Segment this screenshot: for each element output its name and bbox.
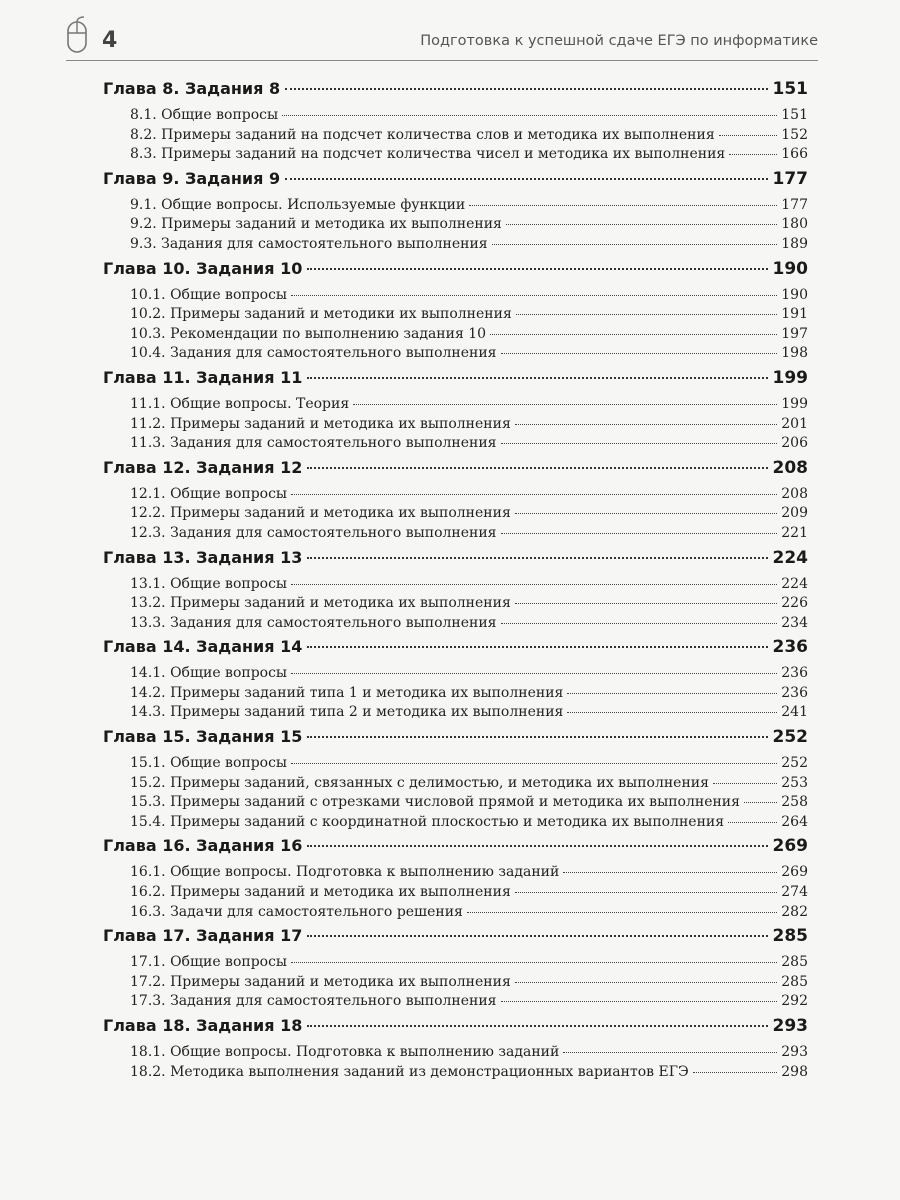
section-title: 13.1. Общие вопросы — [130, 575, 288, 592]
leader-dots — [469, 205, 777, 206]
chapter-title: Глава 14. Задания 14 — [103, 637, 303, 657]
section-page: 224 — [781, 575, 808, 592]
header-divider — [66, 60, 818, 61]
leader-dots — [501, 533, 778, 534]
section-page: 190 — [781, 286, 808, 303]
section-title: 8.3. Примеры заданий на подсчет количества чисел и методика их выполнения — [130, 146, 726, 163]
section-page: 209 — [781, 505, 808, 522]
chapter-title: Глава 16. Задания 16 — [103, 836, 303, 856]
leader-dots — [515, 424, 777, 425]
section-entry[interactable] — [103, 127, 808, 147]
chapter-heading[interactable] — [103, 79, 808, 103]
leader-dots — [282, 115, 777, 116]
chapter-heading[interactable] — [103, 548, 808, 572]
leader-dots — [501, 1001, 778, 1002]
section-entry[interactable] — [103, 993, 808, 1013]
section-title: 15.1. Общие вопросы — [130, 755, 288, 772]
section-page: 198 — [781, 345, 808, 362]
section-page: 180 — [781, 216, 808, 233]
chapter-title: Глава 10. Задания 10 — [103, 258, 303, 278]
toc-chapter — [103, 458, 808, 545]
section-entry[interactable] — [103, 525, 808, 545]
section-page: 298 — [781, 1063, 808, 1080]
toc-chapter — [103, 637, 808, 724]
chapter-heading[interactable] — [103, 169, 808, 193]
toc-chapter — [103, 368, 808, 455]
toc-chapter — [103, 169, 808, 256]
leader-dots — [501, 623, 778, 624]
section-entry[interactable] — [103, 107, 808, 127]
section-page: 234 — [781, 614, 808, 631]
leader-dots — [307, 646, 767, 648]
section-entry[interactable] — [103, 775, 808, 795]
section-page: 252 — [781, 755, 808, 772]
section-page: 258 — [781, 794, 808, 811]
section-page: 253 — [781, 774, 808, 791]
section-title: 15.4. Примеры заданий с координатной плоскостью и методика их выполнения — [130, 813, 725, 830]
section-entry[interactable] — [103, 884, 808, 904]
section-page: 282 — [781, 903, 808, 920]
leader-dots — [307, 557, 767, 559]
chapter-title: Глава 13. Задания 13 — [103, 547, 303, 567]
section-entry[interactable] — [103, 1044, 808, 1064]
section-title: 10.4. Задания для самостоятельного выполнения — [130, 345, 497, 362]
section-entry[interactable] — [103, 595, 808, 615]
leader-dots — [291, 962, 777, 963]
leader-dots — [291, 295, 777, 296]
leader-dots — [567, 712, 777, 713]
chapter-page: 252 — [772, 727, 808, 748]
section-title: 16.3. Задачи для самостоятельного решения — [130, 903, 463, 920]
section-page: 293 — [781, 1044, 808, 1060]
section-page: 236 — [781, 665, 808, 682]
chapter-page: 236 — [772, 637, 808, 658]
leader-dots — [285, 88, 767, 90]
section-title: 14.3. Примеры заданий типа 2 и методика их выполнения — [130, 704, 564, 721]
chapter-page: 151 — [772, 79, 808, 99]
page-header — [66, 14, 818, 54]
leader-dots — [744, 802, 777, 803]
chapter-heading[interactable] — [103, 1016, 808, 1040]
section-page: 201 — [781, 415, 808, 432]
section-page: 177 — [781, 196, 808, 213]
section-title: 12.2. Примеры заданий и методика их выполнения — [130, 505, 511, 522]
section-title: 8.1. Общие вопросы — [130, 107, 279, 123]
page-number: 4 — [102, 28, 118, 53]
section-title: 10.1. Общие вопросы — [130, 286, 288, 303]
section-title: 18.1. Общие вопросы. Подготовка к выполнению заданий — [130, 1044, 560, 1060]
section-entry[interactable] — [103, 954, 808, 974]
section-entry[interactable] — [103, 146, 808, 166]
section-page: 285 — [781, 973, 808, 990]
chapter-title: Глава 18. Задания 18 — [103, 1016, 303, 1035]
toc-chapter — [103, 926, 808, 1013]
leader-dots — [291, 494, 777, 495]
leader-dots — [307, 935, 767, 937]
chapter-title: Глава 9. Задания 9 — [103, 168, 281, 188]
leader-dots — [693, 1072, 778, 1073]
leader-dots — [307, 845, 767, 847]
running-title: Подготовка к успешной сдаче ЕГЭ по информатике — [420, 33, 818, 49]
section-title: 9.3. Задания для самостоятельного выполнения — [130, 235, 488, 252]
section-title: 8.2. Примеры заданий на подсчет количества слов и методика их выполнения — [130, 126, 715, 143]
section-title: 12.1. Общие вопросы — [130, 485, 288, 502]
chapter-heading[interactable] — [103, 926, 808, 950]
section-page: 208 — [781, 485, 808, 502]
section-title: 12.3. Задания для самостоятельного выполнения — [130, 524, 497, 541]
section-title: 17.2. Примеры заданий и методика их выполнения — [130, 973, 511, 990]
chapter-heading[interactable] — [103, 637, 808, 661]
toc-chapter — [103, 259, 808, 365]
section-title: 11.3. Задания для самостоятельного выполнения — [130, 435, 497, 452]
section-entry[interactable] — [103, 416, 808, 436]
toc-chapter — [103, 727, 808, 833]
section-title: 16.1. Общие вопросы. Подготовка к выполнению заданий — [130, 864, 560, 881]
section-entry[interactable] — [103, 794, 808, 814]
leader-dots — [516, 314, 777, 315]
chapter-page: 199 — [772, 367, 808, 388]
leader-dots — [307, 467, 767, 469]
leader-dots — [719, 135, 778, 136]
leader-dots — [563, 1052, 777, 1053]
leader-dots — [515, 603, 777, 604]
section-page: 166 — [781, 146, 808, 163]
section-title: 17.3. Задания для самостоятельного выполнения — [130, 993, 497, 1010]
toc-chapter — [103, 1016, 808, 1083]
chapter-page: 269 — [772, 836, 808, 857]
section-entry[interactable] — [103, 814, 808, 834]
section-page: 221 — [781, 524, 808, 541]
section-entry[interactable] — [103, 576, 808, 596]
leader-dots — [307, 1025, 767, 1027]
chapter-page: 208 — [772, 457, 808, 478]
section-title: 10.2. Примеры заданий и методики их выполнения — [130, 306, 512, 323]
chapter-title: Глава 12. Задания 12 — [103, 457, 303, 477]
section-entry[interactable] — [103, 974, 808, 994]
section-title: 16.2. Примеры заданий и методика их выполнения — [130, 884, 511, 901]
section-page: 241 — [781, 704, 808, 721]
chapter-page: 190 — [772, 258, 808, 279]
chapter-title: Глава 17. Задания 17 — [103, 926, 303, 946]
section-entry[interactable] — [103, 704, 808, 724]
chapter-title: Глава 8. Задания 8 — [103, 79, 281, 98]
mouse-icon — [66, 16, 90, 56]
leader-dots — [285, 178, 767, 180]
section-page: 226 — [781, 595, 808, 612]
leader-dots — [515, 513, 777, 514]
chapter-heading[interactable] — [103, 259, 808, 283]
leader-dots — [515, 892, 777, 893]
chapter-heading[interactable] — [103, 368, 808, 392]
section-page: 274 — [781, 884, 808, 901]
section-title: 11.2. Примеры заданий и методика их выполнения — [130, 415, 511, 432]
section-title: 17.1. Общие вопросы — [130, 954, 288, 971]
leader-dots — [307, 736, 767, 738]
section-title: 13.3. Задания для самостоятельного выполнения — [130, 614, 497, 631]
section-entry[interactable] — [103, 486, 808, 506]
section-entry[interactable] — [103, 1064, 808, 1084]
section-page: 264 — [781, 813, 808, 830]
section-entry[interactable] — [103, 685, 808, 705]
section-page: 206 — [781, 435, 808, 452]
section-entry[interactable] — [103, 216, 808, 236]
chapter-title: Глава 15. Задания 15 — [103, 727, 303, 747]
section-page: 189 — [781, 235, 808, 252]
leader-dots — [729, 154, 777, 155]
section-page: 292 — [781, 993, 808, 1010]
section-entry[interactable] — [103, 435, 808, 455]
section-entry[interactable] — [103, 505, 808, 525]
leader-dots — [467, 912, 777, 913]
leader-dots — [490, 334, 777, 335]
leader-dots — [515, 982, 777, 983]
leader-dots — [353, 404, 777, 405]
section-page: 151 — [781, 107, 808, 123]
section-entry[interactable] — [103, 755, 808, 775]
section-entry[interactable] — [103, 665, 808, 685]
section-title: 10.3. Рекомендации по выполнению задания 10 — [130, 325, 487, 342]
leader-dots — [713, 783, 777, 784]
section-entry[interactable] — [103, 904, 808, 924]
section-entry[interactable] — [103, 396, 808, 416]
leader-dots — [307, 377, 767, 379]
section-page: 191 — [781, 306, 808, 323]
chapter-page: 224 — [772, 547, 808, 568]
section-page: 236 — [781, 684, 808, 701]
toc-chapter — [103, 548, 808, 635]
section-entry[interactable] — [103, 287, 808, 307]
section-title: 11.1. Общие вопросы. Теория — [130, 395, 350, 412]
leader-dots — [506, 224, 777, 225]
leader-dots — [291, 673, 777, 674]
section-page: 199 — [781, 395, 808, 412]
section-title: 15.3. Примеры заданий с отрезками числовой прямой и методика их выполнения — [130, 794, 740, 811]
section-title: 9.1. Общие вопросы. Используемые функции — [130, 196, 466, 213]
section-page: 285 — [781, 954, 808, 971]
section-entry[interactable] — [103, 615, 808, 635]
leader-dots — [501, 443, 778, 444]
chapter-page: 293 — [772, 1016, 808, 1036]
section-title: 14.1. Общие вопросы — [130, 665, 288, 682]
leader-dots — [567, 693, 777, 694]
section-entry[interactable] — [103, 306, 808, 326]
section-title: 14.2. Примеры заданий типа 1 и методика их выполнения — [130, 684, 564, 701]
toc-chapter — [103, 79, 808, 166]
chapter-page: 285 — [772, 926, 808, 947]
section-page: 152 — [781, 126, 808, 143]
section-title: 9.2. Примеры заданий и методика их выполнения — [130, 216, 502, 233]
leader-dots — [563, 872, 777, 873]
leader-dots — [291, 584, 777, 585]
section-page: 197 — [781, 325, 808, 342]
leader-dots — [291, 763, 777, 764]
section-entry[interactable] — [103, 236, 808, 256]
chapter-title: Глава 11. Задания 11 — [103, 367, 303, 387]
section-entry[interactable] — [103, 326, 808, 346]
chapter-page: 177 — [772, 168, 808, 189]
section-entry[interactable] — [103, 197, 808, 217]
leader-dots — [307, 268, 767, 270]
leader-dots — [492, 244, 778, 245]
section-title: 18.2. Методика выполнения заданий из демонстрационных вариантов ЕГЭ — [130, 1063, 689, 1080]
toc-chapter — [103, 836, 808, 923]
section-page: 269 — [781, 864, 808, 881]
chapter-heading[interactable] — [103, 458, 808, 482]
section-entry[interactable] — [103, 864, 808, 884]
leader-dots — [501, 353, 778, 354]
chapter-heading[interactable] — [103, 836, 808, 860]
chapter-heading[interactable] — [103, 727, 808, 751]
section-entry[interactable] — [103, 345, 808, 365]
section-title: 15.2. Примеры заданий, связанных с делимостью, и методика их выполнения — [130, 774, 709, 791]
section-title: 13.2. Примеры заданий и методика их выполнения — [130, 595, 511, 612]
table-of-contents — [103, 79, 808, 1086]
leader-dots — [728, 822, 777, 823]
